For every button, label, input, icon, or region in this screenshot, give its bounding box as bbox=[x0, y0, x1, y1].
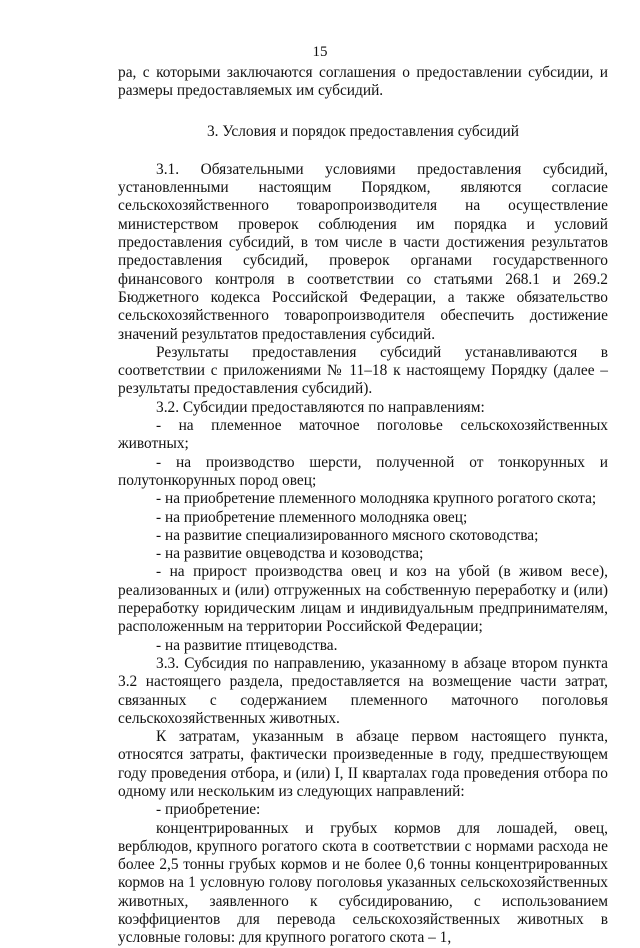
paragraph-costs: К затратам, указанным в абзаце первом настоящего пункта, относятся затраты, фактически произведенные в году, предшествующем году проведения отбора, и (или) I, II кварталах года проведения отбора по одному или нескольким из следующих направлений: bbox=[118, 728, 608, 800]
paragraph-3-3: 3.3. Субсидия по направлению, указанному в абзаце втором пункта 3.2 настоящего раздела, предоставляется на возмещение части затрат, связанных с содержанием племенного маточного поголовья сельскохозяйственных животных. bbox=[118, 654, 608, 727]
paragraph-3-1: 3.1. Обязательными условиями предоставления субсидий, установленными настоящим Порядком, являются согласие сельскохозяйственного товаропроизводителя на осуществление министерством проверок соблюдения им порядка и условий предоставления субсидий, в том числе в части достижения результатов предоставления субсидий, проверок органами государственного финансового контроля в соответствии со статьями 268.1 и 269.2 Бюджетного кодекса Российской Федерации, а также обязательство сельскохозяйственного товаропроизводителя обеспечить достижение значений результатов предоставления субсидий. bbox=[118, 160, 608, 343]
list-item: - на развитие птицеводства. bbox=[156, 636, 338, 654]
list-item: - приобретение: bbox=[156, 801, 261, 819]
list-item: - на приобретение племенного молодняка крупного рогатого скота; bbox=[156, 490, 597, 508]
list-item: - на приобретение племенного молодняка овец; bbox=[156, 508, 468, 526]
document-body bbox=[118, 64, 608, 948]
section-heading: 3. Условия и порядок предоставления субсидий bbox=[206, 122, 520, 140]
list-item: - на развитие овцеводства и козоводства; bbox=[156, 545, 424, 563]
list-item: - на производство шерсти, полученной от тонкорунных и полутонкорунных пород овец; bbox=[118, 453, 608, 489]
list-item: - на развитие специализированного мясного скотоводства; bbox=[156, 526, 539, 544]
list-item: - на прирост производства овец и коз на убой (в живом весе), реализованных и (или) отгруженных на собственную переработку и (или) переработку юридическим лицам и индивидуальным предпринимателям, расположенным на территории Российской Федерации; bbox=[118, 563, 608, 636]
paragraph-feed: концентрированных и грубых кормов для лошадей, овец, верблюдов, крупного рогатого скота в соответствии с нормами расхода не более 2,5 тонны грубых кормов и не более 0,6 тонны концентрированных кормов на 1 условную голову поголовья указанных сельскохозяйственных животных, заявленного к субсидированию, с использованием коэффициентов для перевода сельскохозяйственных животных в условные головы: для крупного рогатого скота – 1, bbox=[118, 819, 608, 947]
list-item: - на племенное маточное поголовье сельскохозяйственных животных; bbox=[118, 417, 608, 453]
paragraph-continuation: ра, с которыми заключаются соглашения о предоставлении субсидии, и размеры предоставляемых им субсидий. bbox=[118, 64, 608, 100]
paragraph-results: Результаты предоставления субсидий устанавливаются в соответствии с приложениями № 11–18 к настоящему Порядку (далее – результаты предоставления субсидий). bbox=[118, 343, 608, 398]
page-number: 15 bbox=[312, 44, 328, 60]
paragraph-3-2: 3.2. Субсидии предоставляются по направлениям: bbox=[156, 398, 485, 416]
